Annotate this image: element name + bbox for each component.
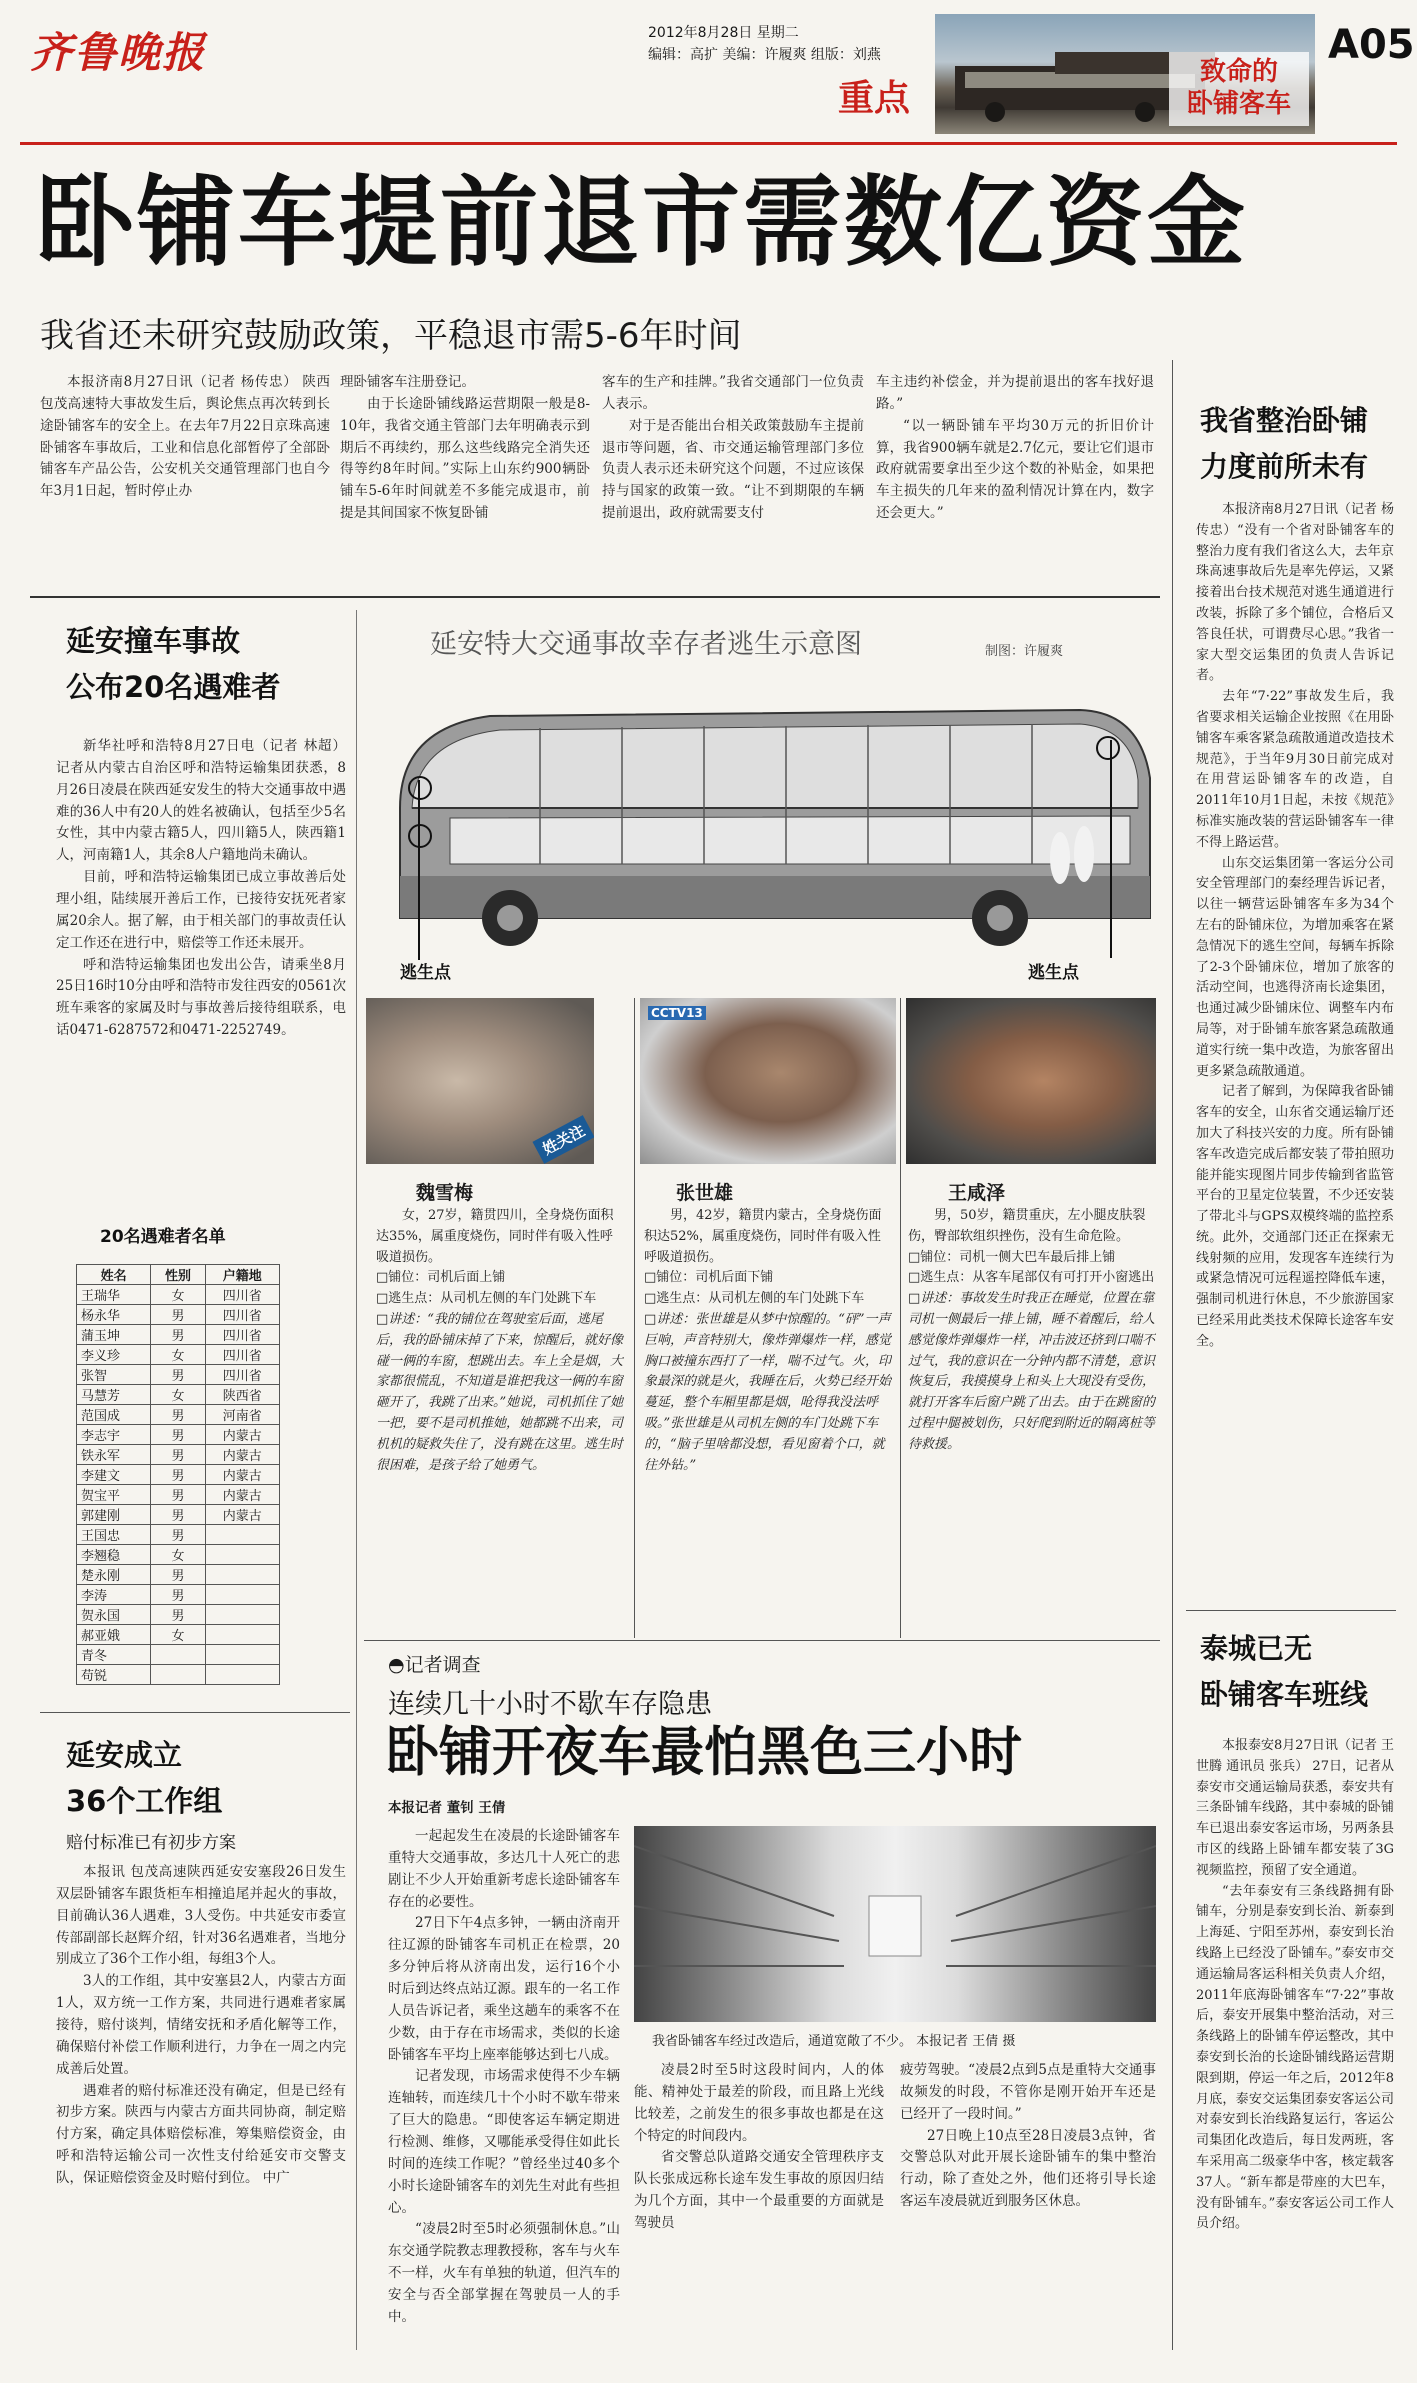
left-article-1: 新华社呼和浩特8月27日电（记者 林超） 记者从内蒙古自治区呼和浩特运输集团获悉，8月26日凌晨在陕西延安发生的特大交通事故中遇难的36人中有20人的姓名被确认，包括至少5名女性，其中内蒙古籍5人，四川籍5人，陕西籍1人，河南籍1人，其余8人户籍地尚未确认。 目前，呼和浩特运输集团已成立事故善后处理小组，陆续展开善后工作，已接待安抚死者家属20余人。据了解，由于相关部门的事故责任认定工作还在进行中，赔偿等工作还未展开。 呼和浩特运输集团也发出公告，请乘坐8月25日16时10分由呼和浩特市发往西安的0561次班车乘客的家属及时与事故善后接待组联系，电话0471-6287572和0471-2252749。 [56,738,346,1039]
victim-gender-cell: 女 [151,1385,205,1405]
table-row [77,1545,280,1565]
victim-name-cell: 楚永刚 [77,1565,151,1585]
table-row [77,1605,280,1625]
investigation-tag: ◓记者调查 [388,1654,481,1676]
victim-origin-cell: 四川省 [205,1285,279,1305]
left-article-2: 本报讯 包茂高速陕西延安安塞段26日发生双层卧铺客车跟货柜车相撞追尾并起火的事故，目前确认36人遇难，3人受伤。中共延安市委宣传部副部长赵辉介绍，针对36名遇难者，当地分别成立了36个工作小组，每组3个人。 3人的工作组，其中安塞县2人，内蒙古方面1人，双方统一工作方案，共同进行遇难者家属接待，赔付谈判，情绪安抚和矛盾化解等工作，确保赔付补偿工作顺利进行，力争在一周之内完成善后处置。 遇难者的赔付标准还没有确定，但是已经有初步方案。陕西与内蒙古方面共同协商，制定赔付方案，确定具体赔偿标准，筹集赔偿资金，由呼和浩特运输公司一次性支付给延安市交警支队，保证赔偿资金及时赔付到位。 中广 [56,1864,346,2187]
investigation-byline: 本报记者 董钊 王倩 [388,1800,506,1816]
victim-gender-cell [151,1645,205,1665]
survivor-text-zhang: 男，42岁，籍贯内蒙古，全身烧伤面积达52%，属重度烧伤，同时伴有吸入性呼吸道损伤。 □铺位：司机后面下铺 □逃生点：从司机左侧的车门处跳下车 □讲述：张世雄是从梦中惊醒的。“砰”一声巨响，声音特别大，像炸弹爆炸一样，感觉胸口被撞东西打了一样，喘不过气。火，印象最深的就是火，我睡在后，火势已经开始蔓延，整个车厢里都是烟，呛得我没法呼吸。”张世雄是从司机左侧的车门处跳下车的，“脑子里啥都没想，看见窗着个口，就往外钻。” [644,1208,892,1473]
main-col-2: 理卧铺客车注册登记。 由于长途卧铺线路运营期限一般是8-10年，我省交通主管部门去年明确表示到期后不再续约，那么这些线路完全消失还得等约8年时间。”实际上山东约900辆卧铺车5-6年时间就差不多能完成退市，前提是其间国家不恢复卧铺 [340,374,590,522]
victim-gender-cell: 男 [151,1485,205,1505]
victim-gender-cell: 男 [151,1465,205,1485]
victim-origin-cell: 四川省 [205,1365,279,1385]
victim-origin-cell: 内蒙古 [205,1445,279,1465]
survivor-photo-zhang [640,998,896,1164]
table-row [77,1305,280,1325]
left-headline-1: 延安撞车事故 公布20名遇难者 [66,624,281,704]
victim-origin-cell [205,1525,279,1545]
table-row [77,1465,280,1485]
survivor-photo-wei [366,998,594,1164]
section-label: 重点 [838,78,911,119]
left-section-rule [40,1712,350,1713]
camera-icon: ◓ [388,1654,405,1676]
table-header-name: 姓名 [77,1265,151,1285]
series-line-2: 卧铺客车 [1186,89,1291,119]
victim-gender-cell: 女 [151,1345,205,1365]
victim-name-cell: 杨永华 [77,1305,151,1325]
diagram-frame-bottom [364,1640,1160,1641]
masthead-editors: 编辑：高扩 美编：许履爽 组版：刘燕 [648,47,881,63]
table-row [77,1665,280,1685]
series-label-box [1169,52,1309,126]
victim-origin-cell [205,1625,279,1645]
investigation-col-1: 一起起发生在凌晨的长途卧铺客车重特大交通事故，多达几十人死亡的悲剧让不少人开始重新考虑长途卧铺客车存在的必要性。 27日下午4点多钟，一辆由济南开往辽源的卧铺客车司机正在检票，20多分钟后将从济南出发，运行16个小时后到达终点站辽源。跟车的一名工作人员告诉记者，乘坐这趟车的乘客不在少数，由于存在市场需求，类似的长途卧铺客车平均上座率能够达到七八成。 记者发现，市场需求使得不少车辆连轴转，而连续几十个小时不歇车带来了巨大的隐患。“即使客运车辆定期进行检测、维修，又哪能承受得住如此长时间的连续工作呢？”曾经坐过40多个小时长途卧铺客车的刘先生对此有些担心。 “凌晨2时至5时必须强制休息。”山东交通学院教志理教授称，客车与火车不一样，火车有单独的轨道，但汽车的安全与否全部掌握在驾驶员一人的手中。 [388,1828,620,2325]
survivor-text-wang: 男，50岁，籍贯重庆，左小腿皮肤裂伤，臀部软组织挫伤，没有生命危险。 □铺位：司机一侧大巴车最后排上铺 □逃生点：从客车尾部仅有可打开小窗逃出 □讲述：事故发生时我正在睡觉，位置在靠司机一侧最后一排上铺，睡不着醒后，给人感觉像炸弹爆炸一样，冲击波还挤到口喘不过气，我的意识在一分钟内都不清楚，意识恢复后，我摸摸身上和头上大现没有受伤，就打开客车后窗户跳了出去。由于在跳窗的过程中腿被划伤，只好爬到附近的隔离桩等待救援。 [908,1208,1156,1452]
victim-gender-cell: 男 [151,1425,205,1445]
diagram-title: 延安特大交通事故幸存者逃生示意图 [430,629,862,660]
victim-name-cell: 范国成 [77,1405,151,1425]
victim-name-cell: 铁永军 [77,1445,151,1465]
table-header-origin: 户籍地 [205,1265,279,1285]
victim-gender-cell: 男 [151,1405,205,1425]
table-row [77,1405,280,1425]
masthead-date: 2012年8月28日 星期二 [648,25,799,41]
victim-name-cell: 李志宇 [77,1425,151,1445]
victim-gender-cell: 男 [151,1365,205,1385]
victim-name-cell: 王瑞华 [77,1285,151,1305]
column-divider-right [1172,360,1173,2350]
left-subheadline-2: 赔付标准已有初步方案 [66,1833,236,1853]
survivor-divider-2 [900,998,901,1638]
victim-origin-cell [205,1585,279,1605]
victim-gender-cell: 男 [151,1305,205,1325]
right-headline-2: 泰城已无 卧铺客车班线 [1200,1632,1369,1711]
victim-origin-cell [205,1605,279,1625]
tv-logo: CCTV13 [648,1006,706,1020]
victim-origin-cell: 河南省 [205,1405,279,1425]
victim-name-cell: 李涛 [77,1585,151,1605]
table-row [77,1485,280,1505]
victim-gender-cell: 男 [151,1525,205,1545]
victim-gender-cell: 男 [151,1605,205,1625]
victim-gender-cell: 男 [151,1445,205,1465]
victim-origin-cell [205,1545,279,1565]
right-article-1: 本报济南8月27日讯（记者 杨传忠）“没有一个省对卧铺客车的整治力度有我们省这么大，去年京珠高速事故后先是率先停运，又紧接着出台技术规范对逃生通道进行改装，拆除了多个铺位，合格后又答良任状，可谓费尽心思。”我省一家大型交运集团的负责人告诉记者。 去年“7·22”事故发生后，我省要求相关运输企业按照《在用卧铺客车乘客紧急疏散通道改造技术规范》，于当年9月30日前完成对在用营运卧铺客车的改造，自2011年10月1日起，未按《规范》标准实施改装的营运卧铺客车一律不得上路运营。 山东交运集团第一客运分公司安全管理部门的秦经理告诉记者，以往一辆营运卧铺客车多为34个左右的卧铺床位，为增加乘客在紧急情况下的逃生空间，每辆车拆除了2-3个卧铺床位，增加了旅客的活动空间，也逃得济南长途集团，也通过减少卧铺床位、调整车内布局等，对于卧铺车旅客紧急疏散通道实行统一集中改造，为旅客留出更多紧急疏散通道。 记者了解到，为保障我省卧铺客车的安全，山东省交通运输厅还加大了科技兴安的力度。所有卧铺客车改造完成后都安装了带拍照功能并能实现图片同步传输到省监管平台的卫星定位装置，不少还安装了带北斗与GPS双模终端的监控系统。此外，交通部门还正在探索无线射频的应用，发现客车连续行为或紧急情况可远程遥控降低车速，强制司机进行休息，不少旅游国家已经采用此类技术保障长途客车安全。 [1196,502,1394,1349]
victim-name-cell: 蒲玉坤 [77,1325,151,1345]
table-row [77,1365,280,1385]
survivor-photo-wang [906,998,1156,1164]
table-row [77,1385,280,1405]
left-column-divider [356,610,357,2350]
victim-gender-cell: 男 [151,1505,205,1525]
table-row [77,1425,280,1445]
victim-name-cell: 马慧芳 [77,1385,151,1405]
victim-origin-cell [205,1565,279,1585]
table-row [77,1345,280,1365]
table-row [77,1585,280,1605]
victim-gender-cell: 男 [151,1325,205,1345]
right-article-2: 本报泰安8月27日讯（记者 王世腾 通讯员 张兵） 27日，记者从泰安市交通运输局获悉，泰安共有三条卧铺车线路，其中泰城的卧铺车已退出泰安客运市场，另两条县市区的线路上卧铺车都安装了3G视频监控，预留了安全通道。 “去年泰安有三条线路拥有卧铺车，分别是泰安到长治、新泰到上海延、宁阳至苏州，泰安到长治线路上已经没了卧铺车。”泰安市交通运输局客运科相关负责人介绍，2011年底海卧铺客车“7·22”事故后，泰安开展集中整治活动，对三条线路上的卧铺车停运整改，其中泰安到长治的长途卧铺线路运营期限到期，停运一年之后，2012年8月底，泰安交运集团泰安客运公司对泰安到长治线路复运行，客运公司集团化改造后，每日发两班，客车采用高二级豪华中客，核定载客37人。“新车都是带座的大巴车，没有卧铺车。”泰安客运公司工作人员介绍。 [1196,1738,1394,2232]
victim-gender-cell [151,1665,205,1685]
victim-table-header [77,1265,280,1285]
main-subheadline: 我省还未研究鼓励政策，平稳退市需5-6年时间 [40,316,742,356]
victim-name-cell: 贺宝平 [77,1485,151,1505]
series-line-1: 致命的 [1199,57,1278,87]
newspaper-logo: 齐鲁晚报 [30,28,207,77]
victim-origin-cell: 四川省 [205,1305,279,1325]
table-row [77,1525,280,1545]
main-headline: 卧铺车提前退市需数亿资金 [36,166,1249,280]
diagram-credit: 制图：许履爽 [985,644,1064,659]
table-row [77,1625,280,1645]
page-number: A05 [1328,22,1415,68]
right-section-rule [1186,1610,1396,1611]
victim-name-cell: 李建文 [77,1465,151,1485]
victim-gender-cell: 男 [151,1565,205,1585]
victim-origin-cell: 内蒙古 [205,1425,279,1445]
table-header-gender: 性别 [151,1265,205,1285]
survivor-name-wei: 魏雪梅 [416,1182,474,1204]
victim-table-title: 20名遇难者名单 [100,1227,226,1247]
investigation-col-2: 凌晨2时至5时这段时间内，人的体能、精神处于最差的阶段，而且路上光线比较差，之前发生的很多事故也都是在这个特定的时间段内。 省交警总队道路交通安全管理秩序支队长张成远称长途车发生事故的原因归结为几个方面，其中一个最重要的方面就是驾驶员 [634,2062,884,2232]
victim-origin-cell: 陕西省 [205,1385,279,1405]
investigation-subheadline: 连续几十小时不歇车存隐患 [388,1689,712,1720]
victim-origin-cell: 四川省 [205,1345,279,1365]
bus-interior-photo [634,1826,1156,2022]
victim-origin-cell [205,1665,279,1685]
bus-wreck-photo [935,14,1315,134]
investigation-headline: 卧铺开夜车最怕黑色三小时 [386,1722,1022,1783]
masthead-rule [20,142,1397,145]
exit-line-right [1110,740,1112,958]
victim-name-cell: 青冬 [77,1645,151,1665]
victim-origin-cell: 内蒙古 [205,1465,279,1485]
victim-name-cell: 王国忠 [77,1525,151,1545]
table-row [77,1325,280,1345]
survivor-name-wang: 王咸泽 [948,1182,1006,1204]
table-row [77,1645,280,1665]
victim-table [76,1264,280,1685]
exit-line-left [418,780,420,960]
table-row [77,1445,280,1465]
victim-origin-cell: 内蒙古 [205,1485,279,1505]
victim-origin-cell: 四川省 [205,1325,279,1345]
photo-caption: 我省卧铺客车经过改造后，通道宽敞了不少。 本报记者 王倩 摄 [652,2034,1016,2049]
right-headline-1: 我省整治卧铺 力度前所未有 [1200,404,1369,483]
exit-label-left: 逃生点 [400,963,451,983]
left-headline-2: 延安成立 36个工作组 [66,1738,223,1818]
bus-diagram [360,668,1160,948]
table-row [77,1565,280,1585]
victim-name-cell: 李翘稳 [77,1545,151,1565]
main-col-4: 车主违约补偿金，并为提前退出的客车找好退路。” “以一辆卧铺车平均30万元的折旧价计算，我省900辆车就是2.7亿元，要让它们退市政府就需要拿出至少这个数的补贴金，如果把车主损失的几年来的盈利情况计算在内，数字还会更大。” [876,374,1154,522]
victim-gender-cell: 男 [151,1585,205,1605]
victim-name-cell: 贺永国 [77,1605,151,1625]
victim-name-cell: 李义珍 [77,1345,151,1365]
exit-label-right: 逃生点 [1028,963,1079,983]
victim-gender-cell: 女 [151,1625,205,1645]
investigation-col-3: 疲劳驾驶。“凌晨2点到5点是重特大交通事故频发的时段，不管你是刚开始开车还是已经开了一段时间。” 27日晚上10点至28日凌晨3点钟，省交警总队对此开展长途卧铺车的集中整治行动，除了查处之外，他们还将引导长途客运车凌晨就近到服务区休息。 [900,2062,1156,2210]
main-section-rule [30,596,1160,598]
victim-name-cell: 郝亚娥 [77,1625,151,1645]
table-row [77,1285,280,1305]
table-row [77,1505,280,1525]
victim-name-cell: 苟锐 [77,1665,151,1685]
victim-origin-cell: 内蒙古 [205,1505,279,1525]
victim-gender-cell: 女 [151,1545,205,1565]
victim-gender-cell: 女 [151,1285,205,1305]
victim-name-cell: 张智 [77,1365,151,1385]
survivor-name-zhang: 张世雄 [676,1182,734,1204]
main-col-1: 本报济南8月27日讯（记者 杨传忠） 陕西包茂高速特大事故发生后，舆论焦点再次转到长途卧铺客车的安全上。在去年7月22日京珠高速卧铺客车事故后，工业和信息化部暂停了全部卧铺客车产品公告，公安机关交通管理部门也自今年3月1日起，暂时停止办 [40,374,330,500]
survivor-divider-1 [634,998,635,1638]
news-watermark: 姓关注 [532,1115,594,1164]
victim-origin-cell [205,1645,279,1665]
survivor-text-wei: 女，27岁，籍贯四川，全身烧伤面积达35%，属重度烧伤，同时伴有吸入性呼吸道损伤。 □铺位：司机后面上铺 □逃生点：从司机左侧的车门处跳下车 □讲述：“我的铺位在驾驶室后面，逃尾后，我的卧铺床掉了下来，惊醒后，就好像碰一俩的车窗，想跳出去。车上全是烟，大家都很慌乱，不知道是谁把我这一俩的车窗砸开了，我跳了出来。”她说，司机抓住了她一把，要不是司机推她，她都跳不出来，司机机的疑救失住了，没有跳在这里。逃生时很困难，是孩子给了她勇气。 [376,1208,624,1473]
victim-name-cell: 郭建刚 [77,1505,151,1525]
main-col-3: 客车的生产和挂牌。”我省交通部门一位负责人表示。 对于是否能出台相关政策鼓励车主提前退市等问题，省、市交通运输管理部门多位负责人表示还未研究这个问题，不过应该保持与国家的政策一致。“让不到期限的车辆提前退出，政府就需要支付 [602,374,864,522]
